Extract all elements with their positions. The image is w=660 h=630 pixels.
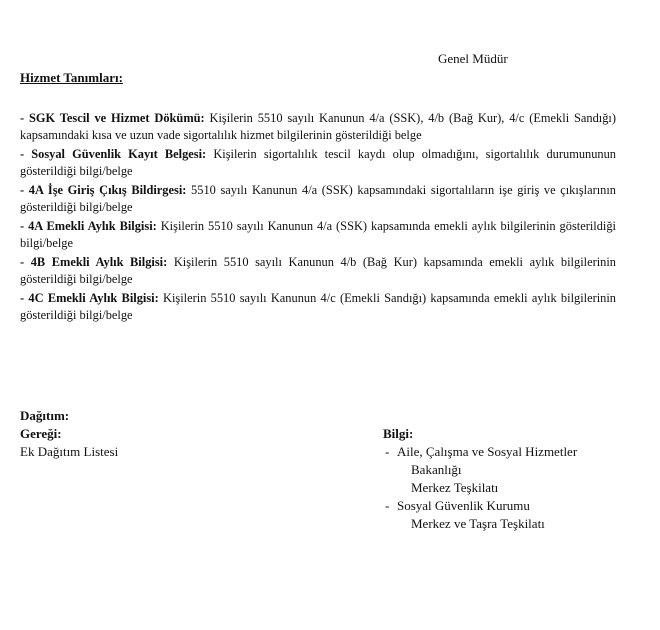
- definition-item: [20, 290, 616, 324]
- definition-text: Kişilerin 5510 sayılı Kanunun 4/c (Emekli Sandığı) kapsamında emekli aylık bilgilerinin gösterildiği bilgi/belge: [20, 291, 616, 322]
- definition-text: 5510 sayılı Kanunun 4/a (SSK) kapsamındaki sigortalıların işe giriş ve çıkışlarının gösterildiği bilgi/belge: [20, 183, 616, 214]
- definition-text: Kişilerin 5510 sayılı Kanunun 4/a (SSK) kapsamında emekli aylık bilgilerinin gösterildiği bilgi/belge: [20, 219, 616, 250]
- list-item: [383, 497, 577, 533]
- gereği-label: Gereği:: [20, 426, 62, 441]
- services-heading: Hizmet Tanımları:: [20, 70, 123, 85]
- definition-term: - Sosyal Güvenlik Kayıt Belgesi:: [20, 147, 207, 161]
- definition-text: Kişilerin 5510 sayılı Kanunun 4/a (SSK), 4/b (Bağ Kur), 4/c (Emekli Sandığı) kapsamındaki kısa ve uzun vade sigortalılık hizmet bilgilerinin gösterildiği belge: [20, 111, 616, 142]
- recipient-line: Sosyal Güvenlik Kurumu: [397, 498, 530, 513]
- definition-item: [20, 110, 616, 144]
- gereği-value: Ek Dağıtım Listesi: [20, 444, 119, 459]
- definition-item: [20, 254, 616, 288]
- definition-item: [20, 218, 616, 252]
- definition-text: Kişilerin sigortalılık tescil kaydı olup olmadığını, sigortalılık durumununun gösterildiği bilgi/belge: [20, 147, 617, 178]
- recipient-line: Merkez Teşkilatı: [411, 480, 499, 495]
- recipient-line: Aile, Çalışma ve Sosyal Hizmetler: [397, 444, 578, 459]
- distribution-heading: Dağıtım:: [20, 408, 70, 423]
- definition-term: - 4A İşe Giriş Çıkış Bildirgesi:: [20, 183, 187, 197]
- info-block: [383, 425, 577, 533]
- bullet-dash: -: [385, 444, 390, 459]
- definition-item: [20, 182, 616, 216]
- definition-term: - 4B Emekli Aylık Bilgisi:: [20, 255, 168, 269]
- recipient-line: Bakanlığı: [411, 462, 462, 477]
- service-definitions: [20, 110, 616, 326]
- bilgi-list: [383, 443, 577, 533]
- bilgi-label: Bilgi:: [383, 426, 414, 441]
- definition-term: - 4C Emekli Aylık Bilgisi:: [20, 291, 159, 305]
- list-item: [383, 443, 577, 497]
- bullet-dash: -: [385, 498, 390, 513]
- recipient-line: Merkez ve Taşra Teşkilatı: [411, 516, 545, 531]
- definition-item: [20, 146, 616, 180]
- distribution-block: [20, 407, 118, 461]
- definition-text: Kişilerin 5510 sayılı Kanunun 4/b (Bağ Kur) kapsamında emekli aylık bilgilerinin gösterildiği bilgi/belge: [20, 255, 616, 286]
- signature-title: Genel Müdür: [438, 51, 508, 66]
- definition-term: - SGK Tescil ve Hizmet Dökümü:: [20, 111, 205, 125]
- definition-term: - 4A Emekli Aylık Bilgisi:: [20, 219, 157, 233]
